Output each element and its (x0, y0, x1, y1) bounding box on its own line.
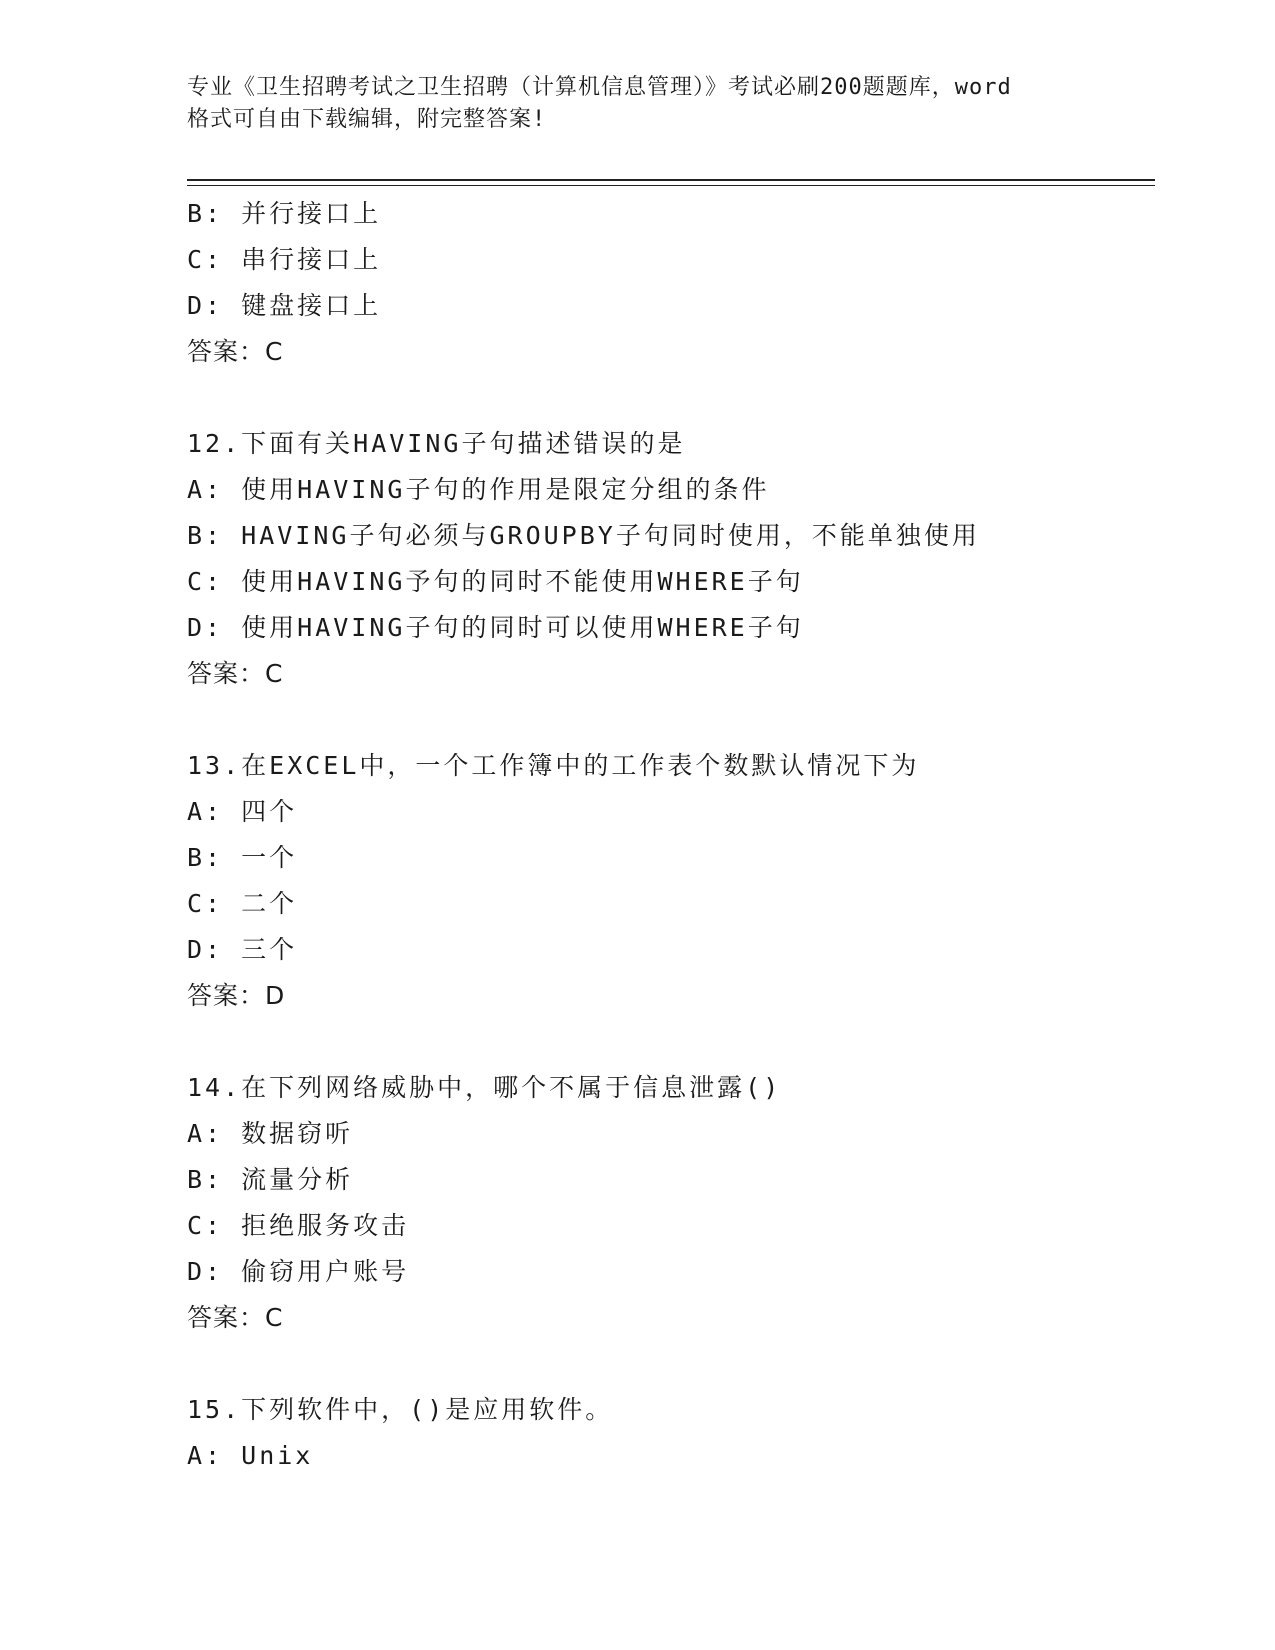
header-divider-thin (187, 185, 1155, 186)
question-text: 12.下面有关HAVING子句描述错误的是 (187, 429, 686, 458)
option-b: B: 一个 (187, 843, 298, 872)
option-a: A: 四个 (187, 797, 298, 826)
option-c: C: 使用HAVING予句的同时不能使用WHERE子句 (187, 567, 804, 596)
question-list (187, 191, 1155, 1479)
option-c: C: 拒绝服务攻击 (187, 1211, 410, 1240)
option-c: C: 二个 (187, 889, 298, 918)
answer-line: 答案：C (187, 1303, 284, 1332)
option-a: A: 数据窃听 (187, 1119, 354, 1148)
option-d: D: 三个 (187, 935, 298, 964)
option-d: D: 使用HAVING子句的同时可以使用WHERE子句 (187, 613, 804, 642)
option-b: B: 并行接口上 (187, 199, 382, 228)
option-b: B: HAVING子句必须与GROUPBY子句同时使用，不能单独使用 (187, 521, 980, 550)
header-title-line-2: 格式可自由下载编辑，附完整答案! (187, 107, 547, 132)
option-d: D: 键盘接口上 (187, 291, 382, 320)
question-text: 13.在EXCEL中，一个工作簿中的工作表个数默认情况下为 (187, 751, 920, 780)
question-15 (187, 1387, 1155, 1479)
header-divider-thick (187, 179, 1155, 181)
answer-line: 答案：C (187, 659, 284, 688)
question-12 (187, 421, 1155, 697)
question-text: 14.在下列网络威胁中，哪个不属于信息泄露() (187, 1073, 782, 1102)
option-c: C: 串行接口上 (187, 245, 382, 274)
question-11-continued (187, 191, 1155, 375)
question-gap (187, 697, 1155, 743)
answer-line: 答案：C (187, 337, 284, 366)
answer-line: 答案：D (187, 981, 286, 1010)
question-14 (187, 1065, 1155, 1341)
question-gap (187, 1341, 1155, 1387)
question-gap (187, 1019, 1155, 1065)
option-b: B: 流量分析 (187, 1165, 354, 1194)
question-13 (187, 743, 1155, 1019)
question-text: 15.下列软件中，()是应用软件。 (187, 1395, 614, 1424)
option-a: A: Unix (187, 1441, 314, 1470)
question-gap (187, 375, 1155, 421)
header-title-line-1: 专业《卫生招聘考试之卫生招聘（计算机信息管理）》考试必刷200题题库，word (187, 75, 1012, 100)
document-header (187, 72, 1087, 136)
option-d: D: 偷窃用户账号 (187, 1257, 410, 1286)
option-a: A: 使用HAVING子句的作用是限定分组的条件 (187, 475, 770, 504)
